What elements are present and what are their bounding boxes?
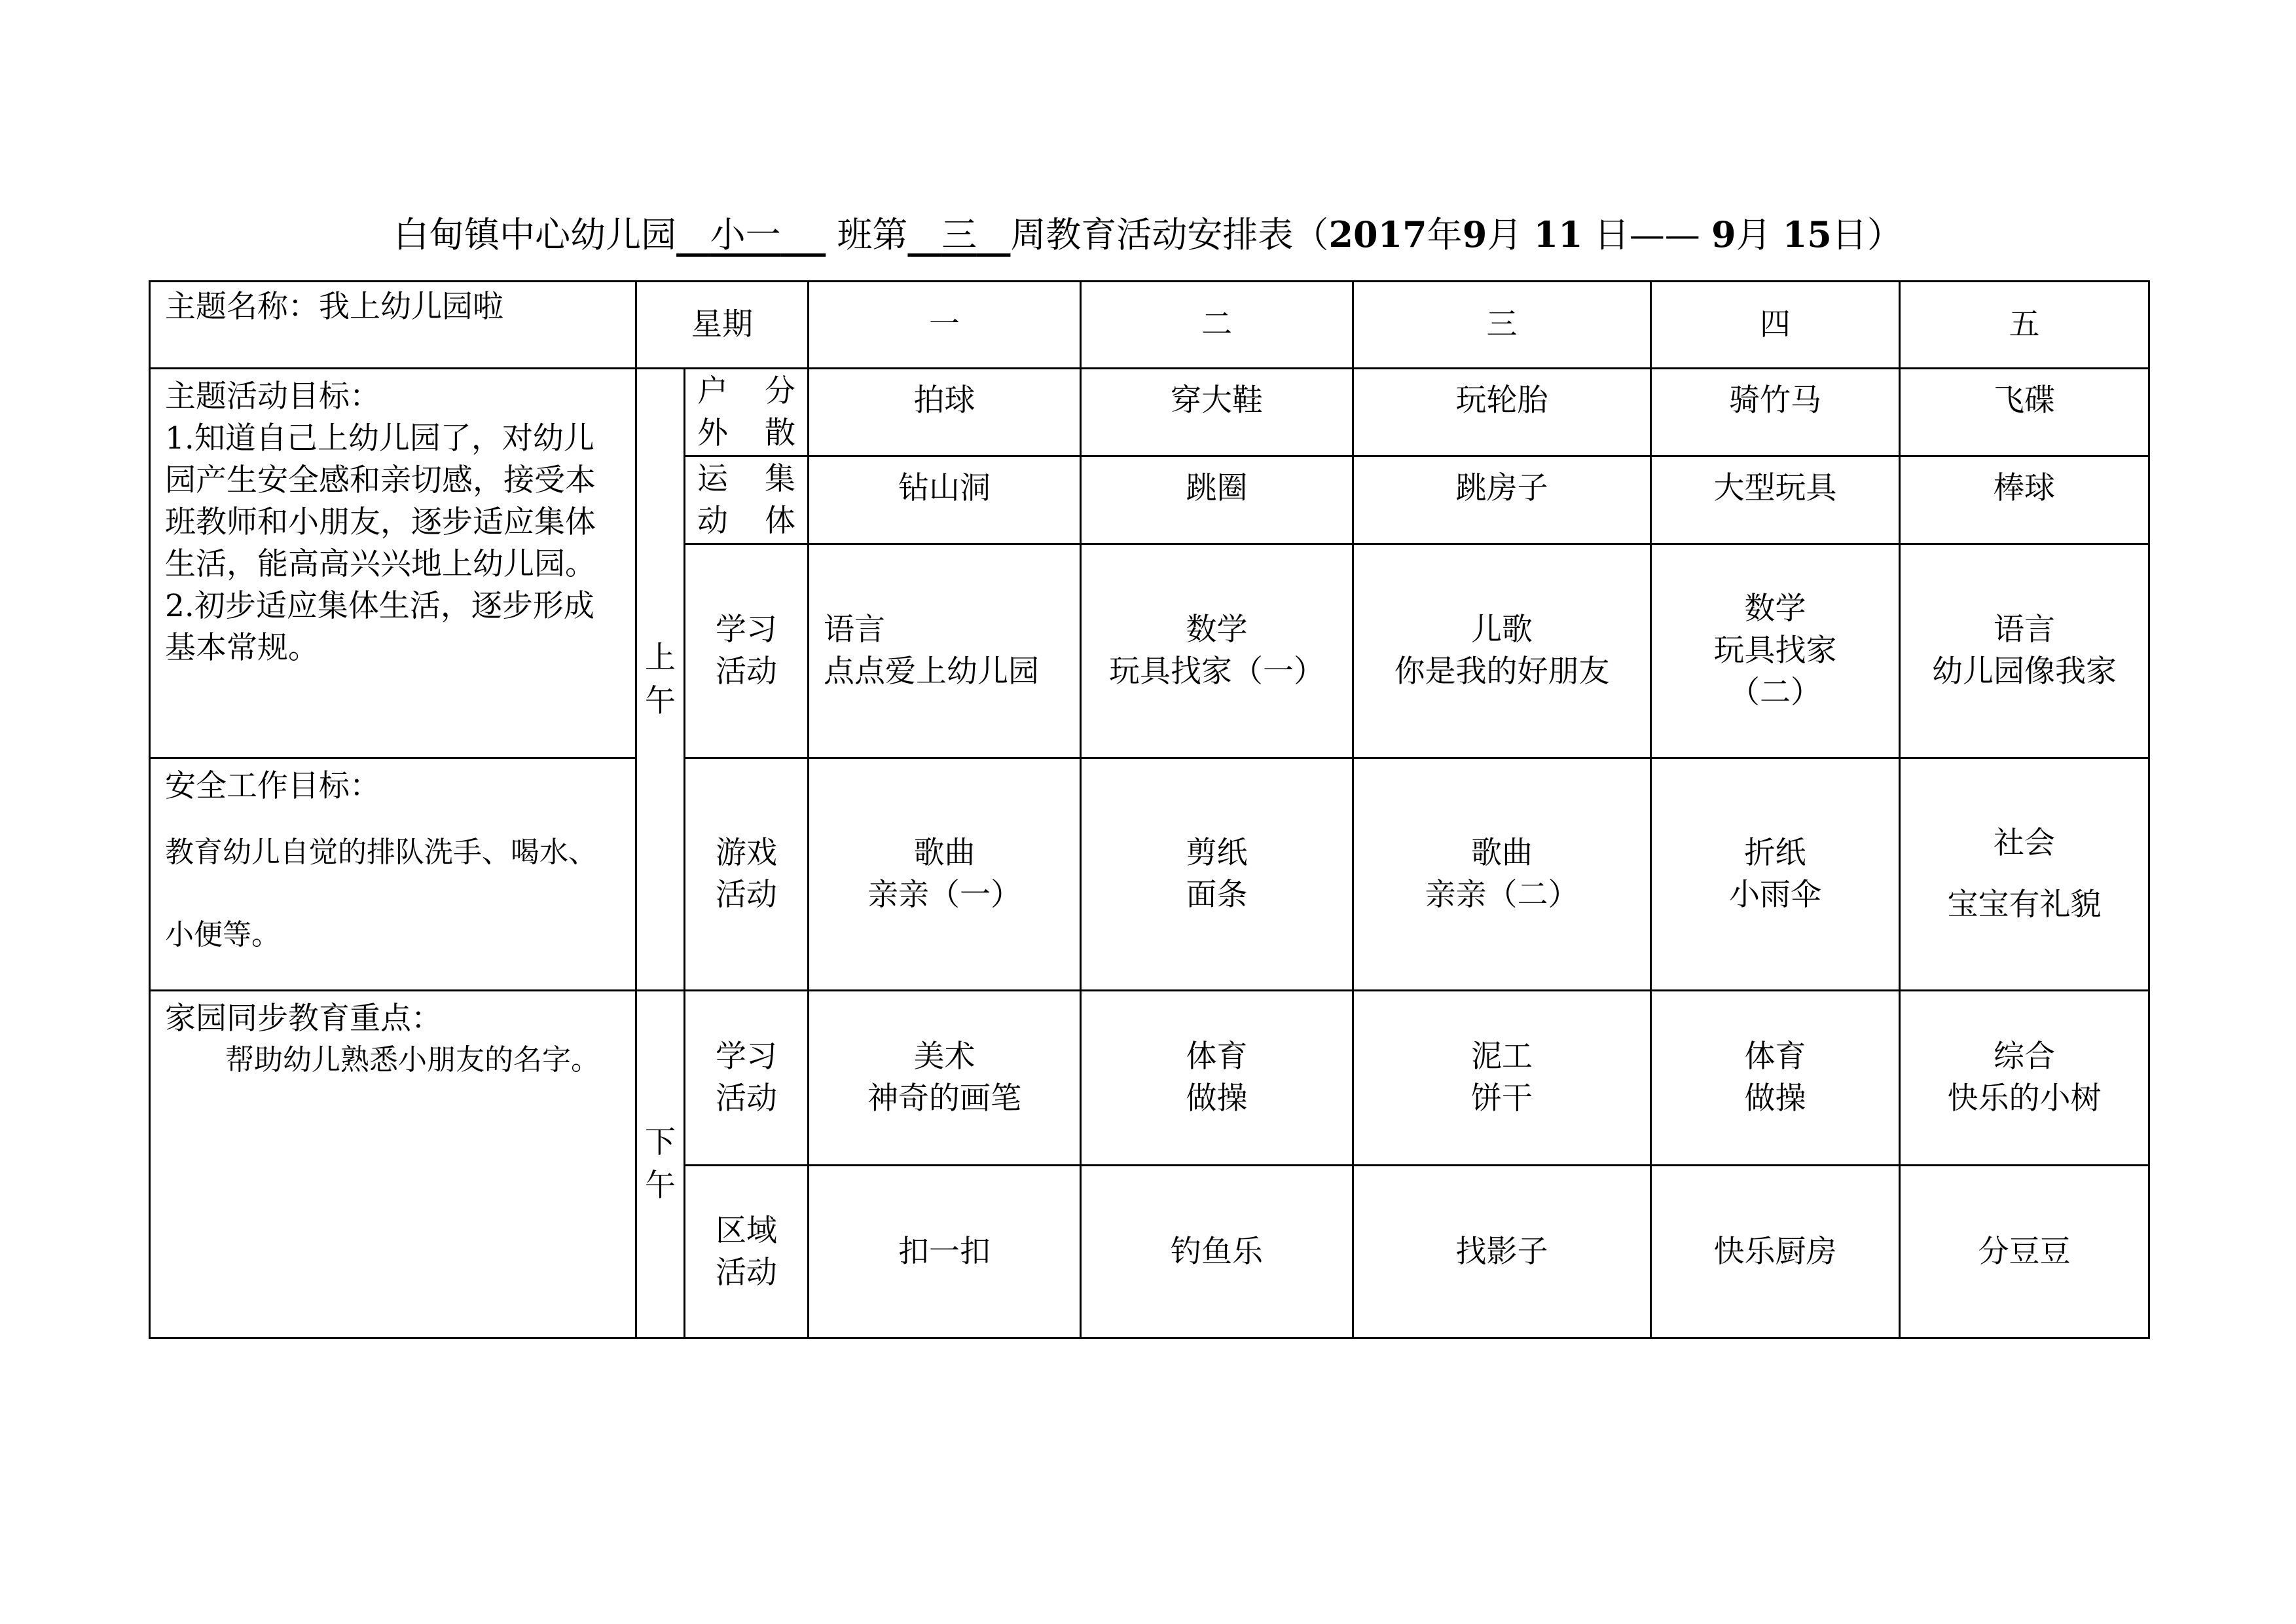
home-heading: 家园同步教育重点： — [165, 1001, 442, 1037]
title-prefix: 白甸镇中心幼儿园 — [393, 214, 677, 255]
theme-goals-cell — [150, 369, 636, 758]
game-thu-title: 小雨伞 — [1729, 877, 1822, 913]
am-study-tue — [1081, 544, 1353, 758]
pm-study-fri — [1900, 991, 2149, 1166]
title-end-day-unit: 日） — [1831, 214, 1903, 255]
safety-text-2: 小便等。 — [165, 918, 280, 951]
group-char-1: 集 — [765, 460, 796, 497]
outdoor-scatter-label — [685, 369, 809, 456]
game-tue — [1081, 758, 1353, 991]
schedule-table — [149, 280, 2150, 1339]
game-wed-subject: 歌曲 — [1471, 835, 1533, 871]
pm-study-fri-title: 快乐的小树 — [1947, 1080, 2102, 1116]
weekday-label: 星期 — [691, 306, 753, 342]
goal-text: 1.知道自己上幼儿园了，对幼儿园产生安全感和亲切感，接受本班教师和小朋友，逐步适应集体生活，能高高兴兴地上幼儿园。2.初步适应集体生活，逐步形成基本常规。 — [165, 420, 596, 666]
am-study-thu-title-2: （二） — [1729, 674, 1822, 710]
day-header-tue: 二 — [1081, 282, 1353, 369]
game-fri-title: 宝宝有礼貌 — [1947, 887, 2102, 923]
game-tue-subject: 剪纸 — [1186, 835, 1248, 871]
area-label-2: 活动 — [716, 1254, 777, 1291]
game-mon-title: 亲亲（一） — [867, 877, 1022, 913]
am-study-label-2: 活动 — [716, 654, 777, 690]
game-fri-subject: 社会 — [1994, 825, 2056, 861]
title-start-month: 9 — [1462, 213, 1487, 255]
pm-study-thu — [1651, 991, 1900, 1166]
title-start-month-unit: 月 — [1487, 214, 1523, 255]
game-mon — [809, 758, 1081, 991]
pm-study-row — [150, 991, 2149, 1166]
group-tue: 跳圈 — [1081, 456, 1353, 544]
outdoor-char-3: 运 — [697, 460, 728, 497]
goal-heading: 主题活动目标： — [165, 378, 380, 415]
am-study-fri — [1900, 544, 2149, 758]
am-study-thu-title: 玩具找家 — [1713, 633, 1837, 669]
am-study-tue-title: 玩具找家（一） — [1109, 654, 1325, 690]
day-header-wed: 三 — [1353, 282, 1651, 369]
title-start-day-unit: 日—— — [1594, 214, 1700, 255]
title-end-month: 9 — [1711, 213, 1736, 255]
pm-study-tue-title: 做操 — [1186, 1080, 1248, 1116]
week-blank — [907, 209, 1010, 261]
weekday-label-cell — [636, 282, 809, 369]
scatter-wed: 玩轮胎 — [1353, 369, 1651, 456]
game-label-2: 活动 — [716, 877, 777, 913]
pm-study-mon — [809, 991, 1081, 1166]
safety-heading: 安全工作目标： — [165, 768, 380, 804]
theme-name-cell — [150, 282, 636, 369]
title-year-unit: 年 — [1427, 214, 1463, 255]
am-study-mon-subject: 语言 — [824, 612, 886, 648]
outdoor-scatter-row — [150, 369, 2149, 456]
am-study-thu — [1651, 544, 1900, 758]
am-study-label — [685, 544, 809, 758]
game-tue-title: 面条 — [1186, 877, 1248, 913]
home-text: 帮助幼儿熟悉小朋友的名字。 — [225, 1043, 600, 1077]
morning-char-1: 上 — [645, 639, 676, 676]
safety-goals-cell — [150, 758, 636, 991]
page-title — [0, 208, 2296, 261]
scatter-thu: 骑竹马 — [1651, 369, 1900, 456]
pm-study-fri-subject: 综合 — [1994, 1039, 2056, 1075]
area-wed: 找影子 — [1353, 1166, 1651, 1338]
group-thu: 大型玩具 — [1651, 456, 1900, 544]
game-thu-subject: 折纸 — [1744, 835, 1806, 871]
pm-study-wed — [1353, 991, 1651, 1166]
am-study-mon — [809, 544, 1081, 758]
area-label — [685, 1166, 809, 1338]
class-name-blank — [676, 209, 826, 261]
scatter-char-2: 散 — [765, 415, 796, 451]
am-study-thu-subject: 数学 — [1744, 591, 1806, 627]
class-name: 小一 — [710, 214, 781, 255]
morning-char-2: 午 — [645, 682, 676, 719]
group-fri: 棒球 — [1900, 456, 2149, 544]
outdoor-char-2: 外 — [697, 415, 728, 451]
am-study-label-1: 学习 — [716, 612, 777, 648]
game-wed-title: 亲亲（二） — [1425, 877, 1579, 913]
game-thu — [1651, 758, 1900, 991]
outdoor-char-1: 户 — [697, 373, 728, 409]
pm-study-label — [685, 991, 809, 1166]
pm-study-thu-title: 做操 — [1744, 1080, 1806, 1116]
am-study-fri-title: 幼儿园像我家 — [1932, 654, 2117, 690]
morning-period-cell — [636, 369, 685, 991]
afternoon-char-1: 下 — [645, 1124, 676, 1160]
day-header-fri: 五 — [1900, 282, 2149, 369]
scatter-fri: 飞碟 — [1900, 369, 2149, 456]
game-fri — [1900, 758, 2149, 991]
group-wed: 跳房子 — [1353, 456, 1651, 544]
group-char-2: 体 — [765, 502, 796, 539]
outdoor-group-label — [685, 456, 809, 544]
home-school-cell — [150, 991, 636, 1338]
day-header-thu: 四 — [1651, 282, 1900, 369]
title-mid: 班第 — [837, 214, 908, 255]
outdoor-char-4: 动 — [697, 502, 728, 539]
game-label-1: 游戏 — [716, 835, 777, 871]
pm-study-tue-subject: 体育 — [1186, 1039, 1248, 1075]
area-tue: 钓鱼乐 — [1081, 1166, 1353, 1338]
title-end-day: 15 — [1782, 213, 1832, 255]
area-label-1: 区域 — [716, 1212, 777, 1249]
title-end-month-unit: 月 — [1736, 214, 1772, 255]
pm-study-label-2: 活动 — [716, 1080, 777, 1116]
week-number: 三 — [941, 214, 977, 255]
area-fri: 分豆豆 — [1900, 1166, 2149, 1338]
am-study-wed — [1353, 544, 1651, 758]
am-study-mon-title: 点点爱上幼儿园 — [824, 654, 1040, 690]
am-study-fri-subject: 语言 — [1994, 612, 2056, 648]
area-thu: 快乐厨房 — [1651, 1166, 1900, 1338]
scatter-tue: 穿大鞋 — [1081, 369, 1353, 456]
am-study-wed-title: 你是我的好朋友 — [1394, 654, 1610, 690]
pm-study-tue — [1081, 991, 1353, 1166]
afternoon-period-cell — [636, 991, 685, 1338]
game-row — [150, 758, 2149, 991]
pm-study-mon-subject: 美术 — [913, 1039, 975, 1075]
pm-study-mon-title: 神奇的画笔 — [867, 1080, 1022, 1116]
pm-study-wed-subject: 泥工 — [1471, 1039, 1533, 1075]
afternoon-char-2: 午 — [645, 1168, 676, 1204]
am-study-tue-subject: 数学 — [1186, 612, 1248, 648]
title-start-day: 11 — [1533, 213, 1583, 255]
scatter-char-1: 分 — [765, 373, 796, 409]
title-year: 2017 — [1328, 213, 1427, 255]
pm-study-thu-subject: 体育 — [1744, 1039, 1806, 1075]
title-suffix: 周教育活动安排表（ — [1010, 214, 1329, 255]
safety-text-1: 教育幼儿自觉的排队洗手、喝水、 — [165, 836, 597, 869]
area-mon: 扣一扣 — [809, 1166, 1081, 1338]
game-mon-subject: 歌曲 — [913, 835, 975, 871]
pm-study-label-1: 学习 — [716, 1039, 777, 1075]
day-header-mon: 一 — [809, 282, 1081, 369]
pm-study-wed-title: 饼干 — [1471, 1080, 1533, 1116]
header-row — [150, 282, 2149, 369]
am-study-wed-subject: 儿歌 — [1471, 612, 1533, 648]
scatter-mon: 拍球 — [809, 369, 1081, 456]
game-wed — [1353, 758, 1651, 991]
theme-name: 主题名称：我上幼儿园啦 — [165, 289, 503, 325]
group-mon: 钻山洞 — [809, 456, 1081, 544]
game-label — [685, 758, 809, 991]
